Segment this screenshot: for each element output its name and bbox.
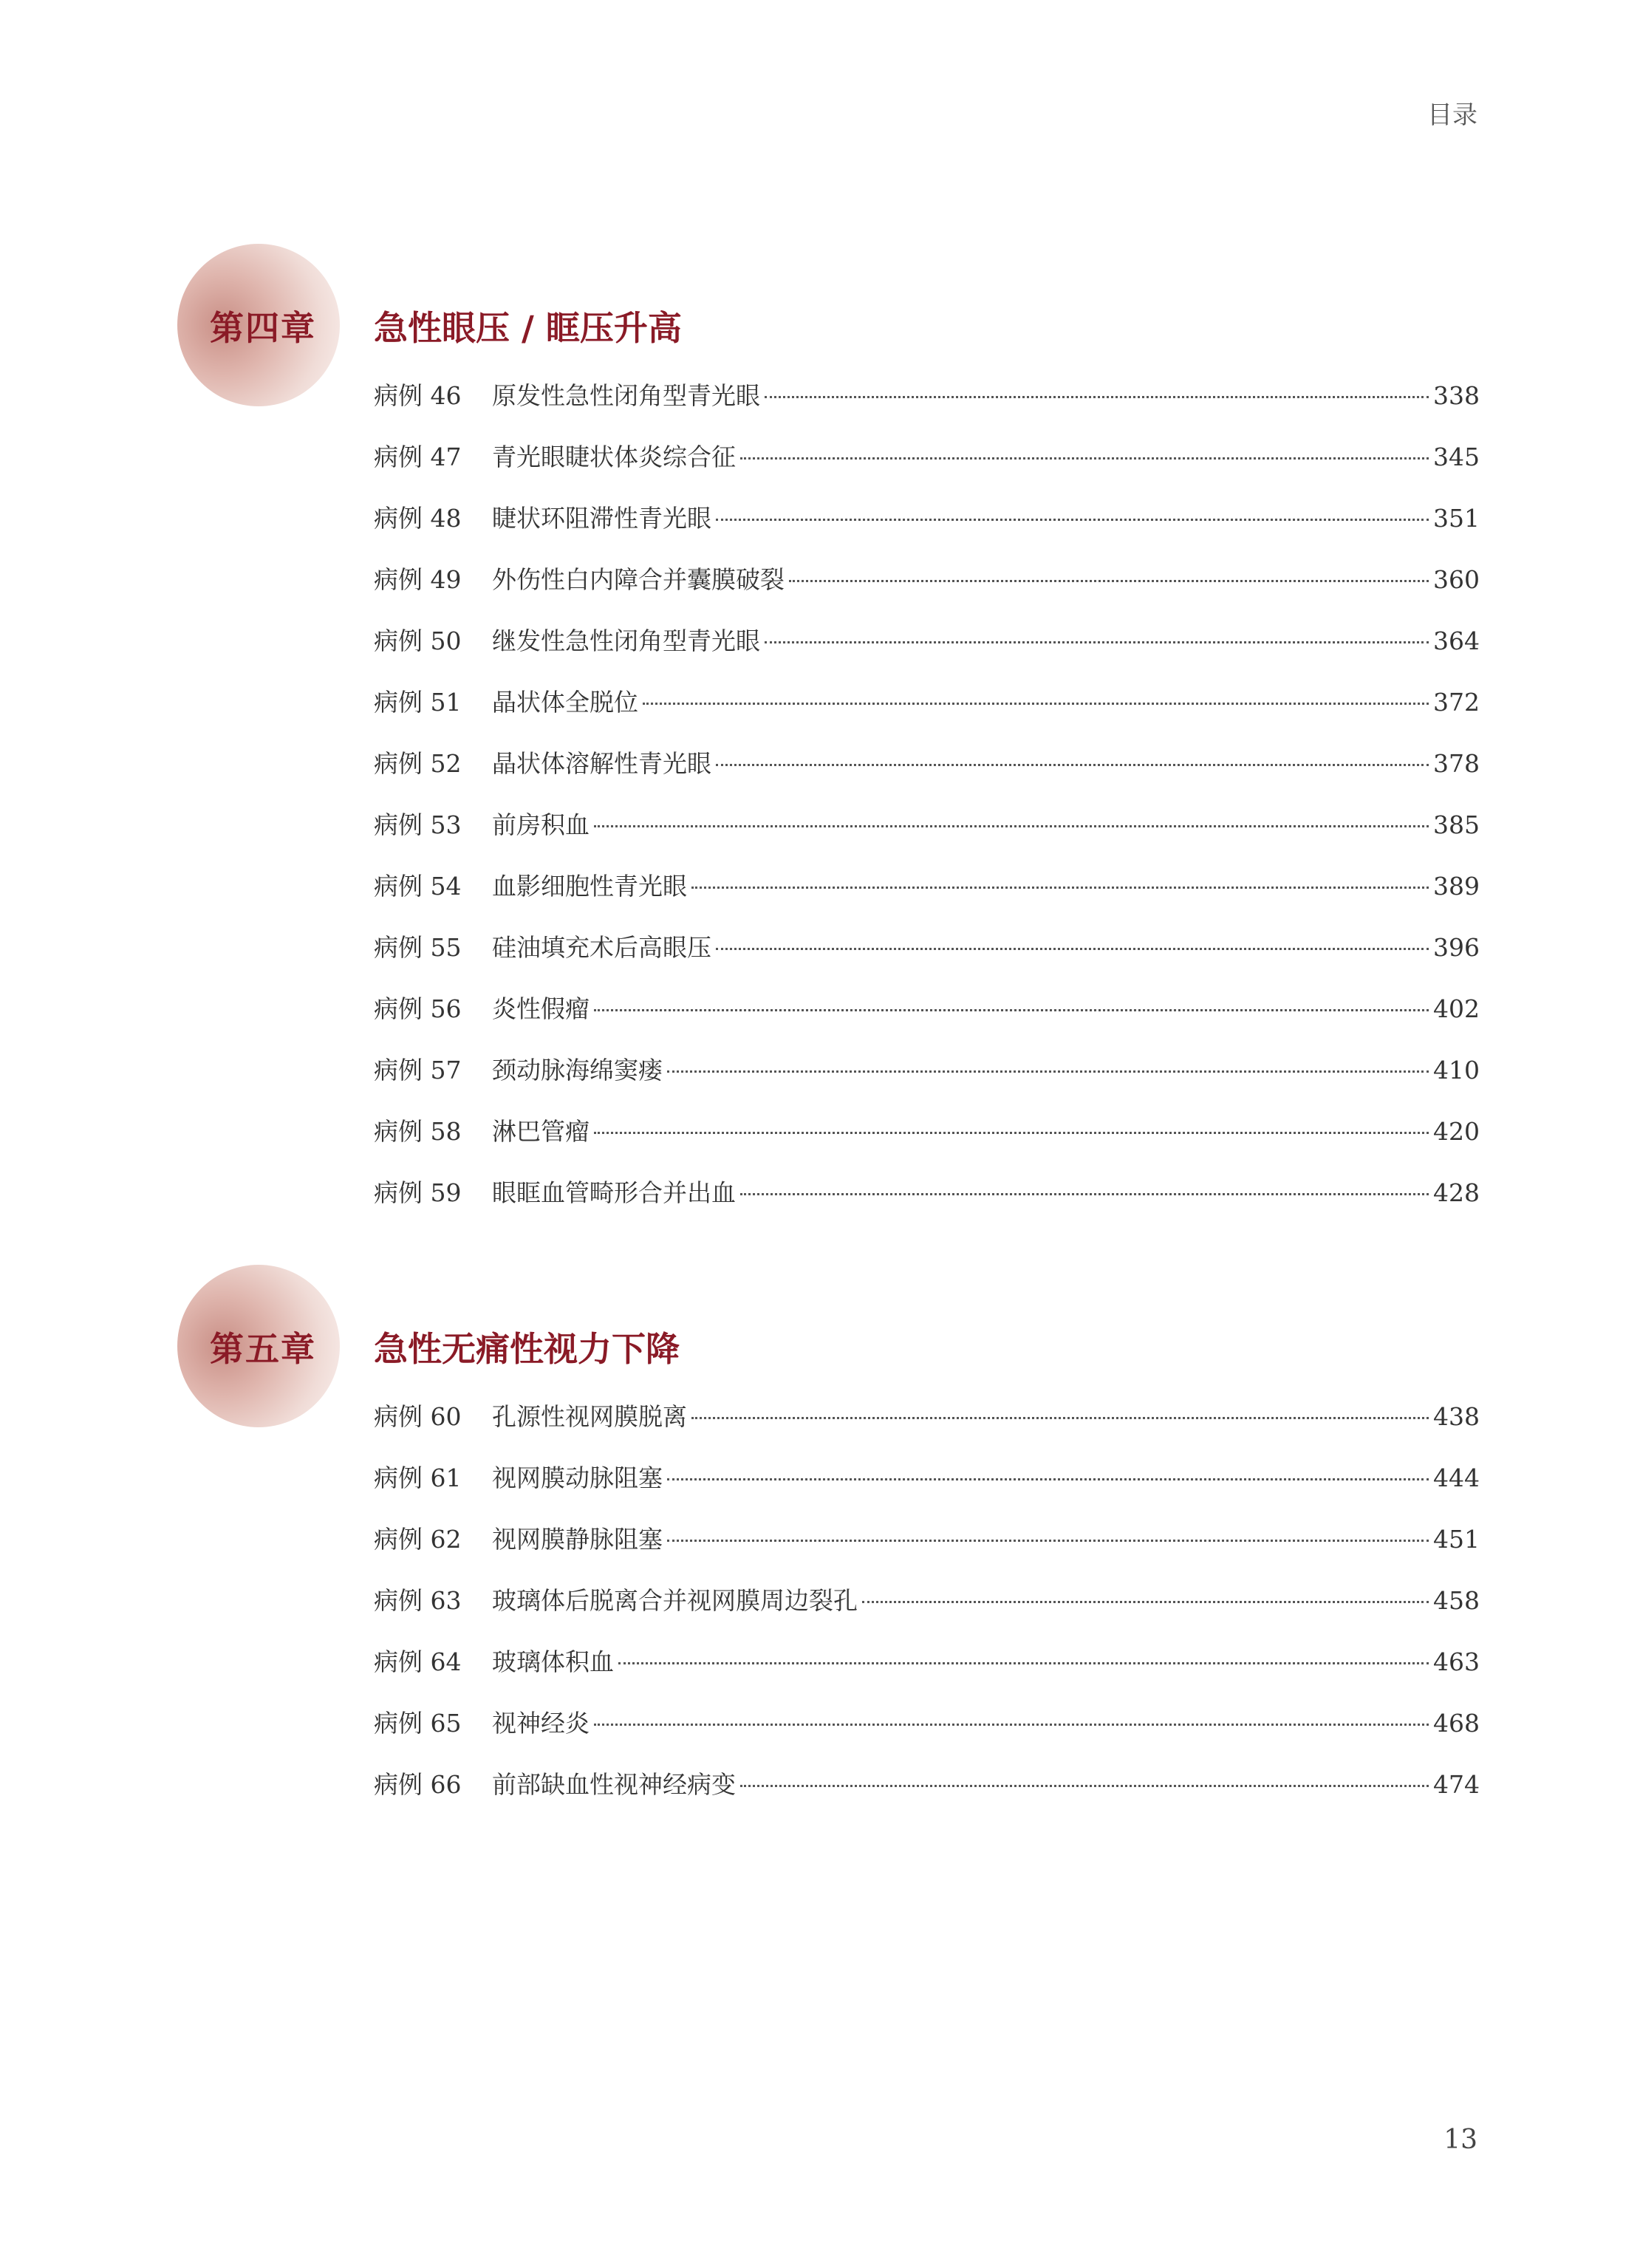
- page-ref: 474: [1433, 1770, 1480, 1799]
- toc-entry[interactable]: [374, 1520, 1480, 1582]
- case-label: 病例 53: [374, 810, 462, 839]
- toc-entry[interactable]: [374, 867, 1480, 929]
- dot-leader: [765, 641, 1429, 643]
- case-label: 病例 46: [374, 381, 462, 410]
- toc-entry[interactable]: [374, 990, 1480, 1051]
- dot-leader: [618, 1662, 1429, 1664]
- chapter-title: 急性无痛性视力下降: [374, 1329, 680, 1369]
- case-title: 颈动脉海绵窦瘘: [492, 1056, 663, 1085]
- dot-leader: [667, 1478, 1429, 1480]
- case-title: 血影细胞性青光眼: [492, 872, 687, 901]
- toc-entry[interactable]: [374, 1113, 1480, 1174]
- dot-leader: [667, 1070, 1429, 1073]
- toc-entry[interactable]: [374, 438, 1480, 499]
- case-label: 病例 58: [374, 1117, 462, 1146]
- case-title: 晶状体全脱位: [492, 688, 638, 717]
- dot-leader: [716, 519, 1429, 521]
- running-head: 目录: [1427, 100, 1477, 130]
- case-label: 病例 56: [374, 994, 462, 1023]
- case-label: 病例 55: [374, 933, 462, 962]
- dot-leader: [789, 580, 1429, 582]
- page-number: 13: [1443, 2125, 1477, 2155]
- toc-entry[interactable]: [374, 377, 1480, 438]
- dot-leader: [691, 887, 1429, 889]
- page-ref: 385: [1433, 810, 1480, 839]
- page-ref: 389: [1433, 872, 1480, 901]
- toc-entry[interactable]: [374, 499, 1480, 561]
- dot-leader: [594, 825, 1429, 827]
- chapter-section: [177, 1265, 1480, 1799]
- page-ref: 364: [1433, 626, 1480, 655]
- toc-entry[interactable]: [374, 1051, 1480, 1113]
- page-ref: 451: [1433, 1525, 1480, 1554]
- case-label: 病例 47: [374, 443, 462, 471]
- toc-entry[interactable]: [374, 683, 1480, 745]
- page-ref: 420: [1433, 1117, 1480, 1146]
- toc-entry[interactable]: [374, 561, 1480, 622]
- page-ref: 444: [1433, 1463, 1480, 1492]
- toc-entry[interactable]: [374, 1459, 1480, 1520]
- case-title: 原发性急性闭角型青光眼: [492, 381, 760, 410]
- case-title: 硅油填充术后高眼压: [492, 933, 711, 962]
- page-ref: 338: [1433, 381, 1480, 410]
- dot-leader: [716, 764, 1429, 766]
- case-label: 病例 48: [374, 504, 462, 533]
- case-label: 病例 64: [374, 1647, 462, 1676]
- chapter-number: 第五章: [210, 1329, 316, 1369]
- dot-leader: [740, 1785, 1429, 1787]
- toc-entry[interactable]: [374, 1174, 1480, 1235]
- page-ref: 360: [1433, 565, 1480, 594]
- case-title: 视网膜动脉阻塞: [492, 1463, 663, 1492]
- dot-leader: [643, 703, 1429, 705]
- dot-leader: [594, 1132, 1429, 1134]
- case-label: 病例 66: [374, 1770, 462, 1799]
- dot-leader: [765, 396, 1429, 398]
- case-label: 病例 52: [374, 749, 462, 778]
- case-title: 晶状体溶解性青光眼: [492, 749, 711, 778]
- case-label: 病例 50: [374, 626, 462, 655]
- toc-entry[interactable]: [374, 1704, 1480, 1766]
- dot-leader: [740, 1193, 1429, 1195]
- chapter-number: 第四章: [210, 308, 316, 348]
- page-ref: 351: [1433, 504, 1480, 533]
- page-ref: 458: [1433, 1586, 1480, 1615]
- toc-entry-list: [374, 377, 1480, 1235]
- toc-entry[interactable]: [374, 806, 1480, 867]
- chapter-title: 急性眼压 / 眶压升高: [374, 308, 682, 348]
- dot-leader: [691, 1417, 1429, 1419]
- dot-leader: [594, 1724, 1429, 1726]
- case-label: 病例 59: [374, 1178, 462, 1207]
- page-ref: 463: [1433, 1647, 1480, 1676]
- case-title: 继发性急性闭角型青光眼: [492, 626, 760, 655]
- case-title: 视神经炎: [492, 1709, 590, 1738]
- case-label: 病例 49: [374, 565, 462, 594]
- toc-entry-list: [374, 1398, 1480, 1827]
- page-ref: 378: [1433, 749, 1480, 778]
- toc-entry[interactable]: [374, 1643, 1480, 1704]
- case-label: 病例 57: [374, 1056, 462, 1085]
- case-label: 病例 63: [374, 1586, 462, 1615]
- page-ref: 468: [1433, 1709, 1480, 1738]
- chapter-section: [177, 244, 1480, 1207]
- case-title: 青光眼睫状体炎综合征: [492, 443, 736, 471]
- case-title: 淋巴管瘤: [492, 1117, 590, 1146]
- toc-entry[interactable]: [374, 1398, 1480, 1459]
- toc-entry[interactable]: [374, 929, 1480, 990]
- case-title: 眼眶血管畸形合并出血: [492, 1178, 736, 1207]
- case-label: 病例 51: [374, 688, 462, 717]
- case-title: 玻璃体积血: [492, 1647, 614, 1676]
- case-label: 病例 60: [374, 1402, 462, 1431]
- toc-entry[interactable]: [374, 745, 1480, 806]
- dot-leader: [740, 457, 1429, 460]
- page-ref: 372: [1433, 688, 1480, 717]
- page-ref: 410: [1433, 1056, 1480, 1085]
- case-label: 病例 62: [374, 1525, 462, 1554]
- page-ref: 345: [1433, 443, 1480, 471]
- case-title: 视网膜静脉阻塞: [492, 1525, 663, 1554]
- toc-entry[interactable]: [374, 622, 1480, 683]
- case-title: 外伤性白内障合并囊膜破裂: [492, 565, 785, 594]
- page-ref: 396: [1433, 933, 1480, 962]
- case-label: 病例 61: [374, 1463, 462, 1492]
- page-ref: 428: [1433, 1178, 1480, 1207]
- toc-entry[interactable]: [374, 1766, 1480, 1827]
- dot-leader: [716, 948, 1429, 950]
- dot-leader: [862, 1601, 1429, 1603]
- case-label: 病例 65: [374, 1709, 462, 1738]
- case-title: 前房积血: [492, 810, 590, 839]
- dot-leader: [667, 1540, 1429, 1542]
- case-title: 睫状环阻滞性青光眼: [492, 504, 711, 533]
- case-title: 炎性假瘤: [492, 994, 590, 1023]
- page-ref: 438: [1433, 1402, 1480, 1431]
- case-label: 病例 54: [374, 872, 462, 901]
- dot-leader: [594, 1009, 1429, 1011]
- case-title: 玻璃体后脱离合并视网膜周边裂孔: [492, 1586, 858, 1615]
- case-title: 前部缺血性视神经病变: [492, 1770, 736, 1799]
- case-title: 孔源性视网膜脱离: [492, 1402, 687, 1431]
- page-ref: 402: [1433, 994, 1480, 1023]
- toc-entry[interactable]: [374, 1582, 1480, 1643]
